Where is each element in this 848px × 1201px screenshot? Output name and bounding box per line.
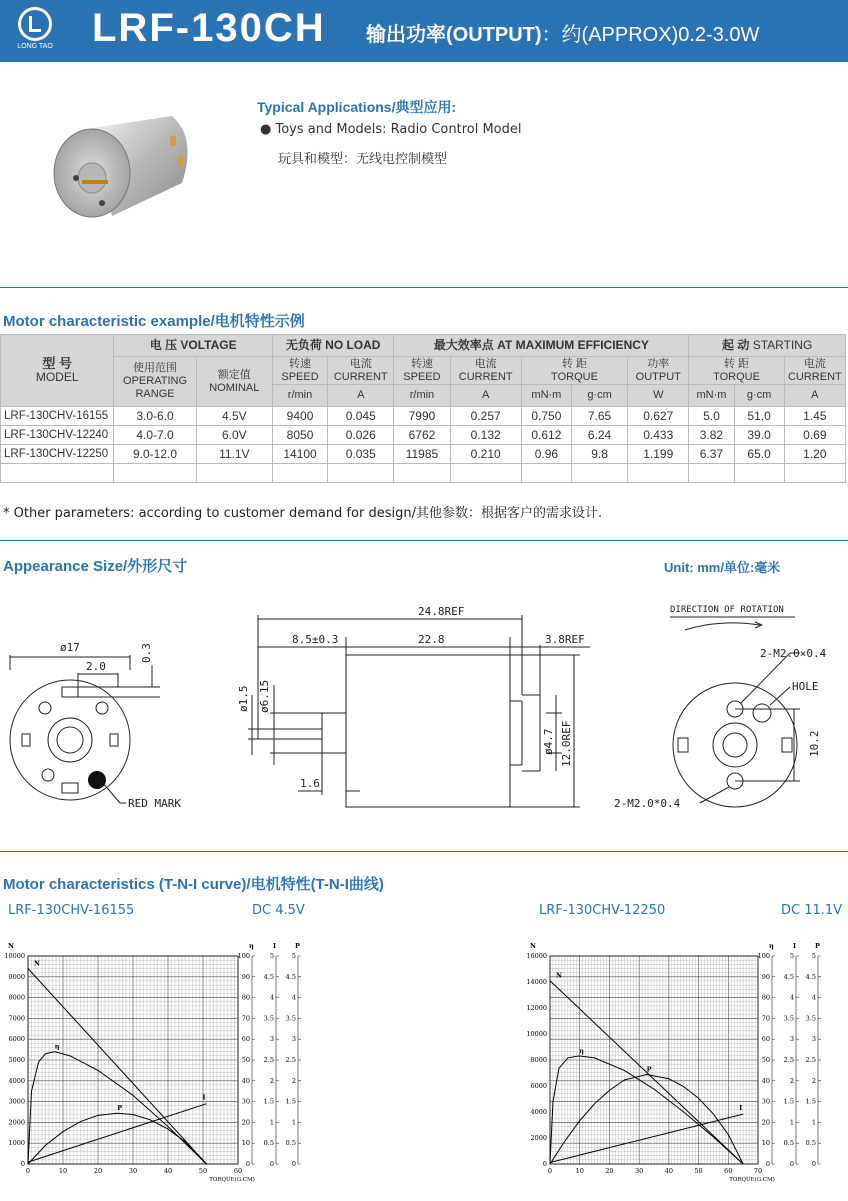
header-model: 型 号 MODEL [1, 335, 114, 407]
header-noload: 无负荷 NO LOAD [272, 335, 393, 357]
table-cell: 3.0-6.0 [114, 407, 196, 426]
right-chart-voltage: DC 11.1V [781, 903, 843, 918]
table-cell [571, 464, 627, 483]
secondary-tick-label: 4 [789, 993, 794, 1002]
table-cell: 9.8 [571, 445, 627, 464]
y-tick-label: 5000 [8, 1056, 25, 1064]
axis-letter-n: N [530, 942, 536, 950]
table-cell: 0.627 [628, 407, 689, 426]
x-tick-label: 0 [547, 1167, 553, 1175]
table-cell [196, 464, 272, 483]
y-tick-label: 2000 [8, 1118, 25, 1127]
secondary-tick-label: 5 [291, 952, 296, 960]
secondary-tick-label: 80 [761, 993, 770, 1002]
series-label: η [579, 1046, 584, 1055]
output-value: ：约(APPROX)0.2-3.0W [541, 24, 760, 46]
table-cell: 0.210 [450, 445, 521, 464]
table-cell [450, 464, 521, 483]
secondary-tick-label: 5 [269, 952, 274, 960]
secondary-tick-label: 0.5 [783, 1139, 794, 1148]
secondary-tick-label: 2.5 [805, 1056, 816, 1064]
y-tick-label: 3000 [8, 1097, 25, 1106]
table-row [1, 445, 846, 464]
page-title: LRF-130CH [92, 6, 326, 50]
appearance-section-title: Appearance Size/外形尺寸 [3, 558, 188, 575]
header-bar [0, 0, 848, 62]
unit-cell: A [450, 385, 521, 407]
axis-letter: η [769, 942, 774, 950]
dim-2-0: 2.0 [86, 660, 106, 673]
table-cell: 4.5V [196, 407, 272, 426]
secondary-tick-label: 1.5 [263, 1097, 274, 1106]
secondary-tick-label: 2.5 [263, 1056, 274, 1064]
x-tick-label: 40 [163, 1167, 173, 1175]
x-tick-label: 10 [575, 1167, 584, 1175]
header-nominal: 额定值 NOMINAL [196, 357, 272, 407]
secondary-tick-label: 30 [241, 1097, 250, 1106]
header-start-current: 电流 CURRENT [784, 357, 845, 385]
header-range: 使用范围 OPERATING RANGE [114, 357, 196, 407]
secondary-tick-label: 4.5 [783, 972, 794, 981]
secondary-tick-label: 2 [291, 1076, 296, 1085]
series-label: η [54, 1042, 60, 1051]
dimension-drawings [0, 595, 848, 845]
x-tick-label: 30 [128, 1167, 138, 1175]
unit-cell: A [328, 385, 394, 407]
secondary-tick-label: 2 [811, 1076, 816, 1085]
table-cell: 0.035 [328, 445, 394, 464]
y-tick-label: 0 [542, 1160, 547, 1168]
unit-cell: W [628, 385, 689, 407]
table-cell: 0.750 [521, 407, 571, 426]
table-cell: 11.1V [196, 445, 272, 464]
y-tick-label: 1000 [8, 1139, 25, 1148]
table-cell: 11985 [394, 445, 450, 464]
secondary-tick-label: 3 [789, 1035, 794, 1044]
table-cell: 39.0 [734, 426, 784, 445]
secondary-tick-label: 0.5 [285, 1139, 296, 1148]
axis-letter: I [273, 942, 277, 950]
table-row [1, 426, 846, 445]
x-tick-label: 20 [93, 1167, 103, 1175]
dim-10-2: 10.2 [808, 730, 821, 757]
table-cell: 1.20 [784, 445, 845, 464]
secondary-tick-label: 5 [789, 952, 794, 960]
header-eff-current: 电流 CURRENT [450, 357, 521, 385]
secondary-tick-label: 20 [761, 1118, 770, 1127]
table-row [1, 464, 846, 483]
unit-label: Unit: mm/单位:毫米 [664, 560, 781, 575]
left-chart-voltage: DC 4.5V [252, 903, 305, 918]
secondary-tick-label: 1.5 [805, 1097, 816, 1106]
output-label: 输出功率(OUTPUT) [366, 24, 542, 46]
x-tick-label: 50 [198, 1167, 208, 1175]
secondary-tick-label: 2 [269, 1076, 274, 1085]
table-cell [734, 464, 784, 483]
header-eff-speed: 转速 SPEED [394, 357, 450, 385]
secondary-tick-label: 30 [761, 1097, 770, 1106]
unit-cell: g·cm [734, 385, 784, 407]
table-cell: LRF-130CHV-12250 [1, 445, 114, 464]
y-tick-label: 2000 [530, 1134, 547, 1142]
unit-cell: mN·m [689, 385, 734, 407]
table-cell: 1.45 [784, 407, 845, 426]
table-cell: 1.199 [628, 445, 689, 464]
table-cell [689, 464, 734, 483]
y-tick-label: 6000 [8, 1035, 25, 1044]
table-cell: 0.433 [628, 426, 689, 445]
table-cell [272, 464, 327, 483]
series-label: I [739, 1104, 743, 1113]
company-logo [6, 5, 64, 57]
secondary-tick-label: 80 [241, 993, 250, 1002]
secondary-tick-label: 100 [757, 952, 770, 960]
header-start-torque: 转 距 TORQUE [689, 357, 784, 385]
table-cell: 0.045 [328, 407, 394, 426]
header-eff-output: 功率 OUTPUT [628, 357, 689, 385]
secondary-tick-label: 0.5 [805, 1139, 816, 1148]
table-cell [521, 464, 571, 483]
dim-hole: HOLE [792, 680, 819, 693]
table-cell: LRF-130CHV-12240 [1, 426, 114, 445]
output-rating [366, 18, 759, 47]
unit-cell: A [784, 385, 845, 407]
secondary-tick-label: 3 [291, 1035, 296, 1044]
secondary-tick-label: 1.5 [285, 1097, 296, 1106]
y-tick-label: 10000 [526, 1030, 547, 1038]
series-label: P [117, 1104, 123, 1113]
dim-phi17: ø17 [60, 641, 80, 654]
unit-cell: r/min [394, 385, 450, 407]
dim-phi6-15: ø6.15 [258, 679, 271, 713]
header-eff-torque: 转 距 TORQUE [521, 357, 627, 385]
motor-photo [52, 108, 202, 238]
table-cell: 6.37 [689, 445, 734, 464]
header-voltage: 电 压 VOLTAGE [114, 335, 273, 357]
secondary-tick-label: 4.5 [805, 972, 816, 981]
secondary-tick-label: 0 [291, 1160, 296, 1168]
y-tick-label: 8000 [530, 1056, 547, 1064]
x-tick-label: 60 [233, 1167, 243, 1175]
characteristic-section-title: Motor characteristic example/电机特性示例 [3, 313, 305, 330]
table-cell: 6762 [394, 426, 450, 445]
secondary-tick-label: 100 [237, 952, 250, 960]
y-tick-label: 4000 [530, 1108, 547, 1116]
table-cell: 0.026 [328, 426, 394, 445]
secondary-tick-label: 90 [241, 972, 250, 981]
secondary-tick-label: 50 [241, 1056, 250, 1064]
y-tick-label: 4000 [8, 1076, 25, 1085]
secondary-tick-label: 70 [241, 1014, 250, 1023]
secondary-tick-label: 3.5 [285, 1014, 296, 1023]
dim-rotation: DIRECTION OF ROTATION [670, 605, 784, 615]
divider [0, 851, 848, 852]
secondary-tick-label: 60 [761, 1035, 770, 1044]
secondary-tick-label: 70 [761, 1014, 770, 1023]
axis-letter: P [815, 942, 820, 950]
series-line-p [550, 1075, 743, 1164]
y-tick-label: 14000 [526, 978, 547, 986]
secondary-tick-label: 3.5 [805, 1014, 816, 1023]
logo-text: LONG TAO [17, 43, 53, 50]
secondary-tick-label: 2 [789, 1076, 794, 1085]
red-mark-dot [88, 771, 106, 789]
header-noload-speed: 转速 SPEED [272, 357, 327, 385]
secondary-tick-label: 60 [241, 1035, 250, 1044]
table-cell [628, 464, 689, 483]
dim-3-8: 3.8REF [545, 633, 585, 646]
x-tick-label: 10 [58, 1167, 68, 1175]
axis-letter-n: N [8, 942, 14, 950]
secondary-tick-label: 50 [761, 1056, 770, 1064]
applications-title: Typical Applications/典型应用: [257, 99, 457, 115]
secondary-tick-label: 2.5 [783, 1056, 794, 1064]
table-cell: 0.612 [521, 426, 571, 445]
unit-cell: mN·m [521, 385, 571, 407]
secondary-tick-label: 2.5 [285, 1056, 296, 1064]
dim-1-6: 1.6 [300, 777, 320, 790]
secondary-tick-label: 20 [241, 1118, 250, 1127]
secondary-tick-label: 1 [269, 1118, 274, 1127]
dim-m2-bottom: 2-M2.0*0.4 [614, 797, 681, 810]
table-cell: 0.96 [521, 445, 571, 464]
dim-24-8: 24.8REF [418, 605, 465, 618]
secondary-tick-label: 0 [765, 1160, 770, 1168]
secondary-tick-label: 5 [811, 952, 816, 960]
dim-m2-top: 2-M2.0×0.4 [760, 647, 827, 660]
x-tick-label: 20 [605, 1167, 614, 1175]
axis-letter: η [249, 942, 254, 950]
table-cell: LRF-130CHV-16155 [1, 407, 114, 426]
dim-8-5: 8.5±0.3 [292, 633, 339, 646]
y-tick-label: 0 [20, 1160, 25, 1168]
secondary-tick-label: 4 [811, 993, 816, 1002]
table-cell: 14100 [272, 445, 327, 464]
table-cell [328, 464, 394, 483]
dim-phi1-5: ø1.5 [237, 685, 250, 712]
y-tick-label: 8000 [8, 993, 25, 1002]
table-cell: 6.24 [571, 426, 627, 445]
tni-chart-right [522, 938, 848, 1194]
series-label: P [646, 1065, 652, 1074]
table-cell: 6.0V [196, 426, 272, 445]
divider [0, 540, 848, 541]
other-parameters-note: * Other parameters: according to customer demand for design/其他参数：根据客户的需求设计. [3, 506, 603, 521]
table-cell [1, 464, 114, 483]
series-label: I [202, 1093, 206, 1102]
table-cell: 9.0-12.0 [114, 445, 196, 464]
y-tick-label: 7000 [8, 1014, 25, 1023]
header-max-efficiency: 最大效率点 AT MAXIMUM EFFICIENCY [394, 335, 689, 357]
secondary-tick-label: 40 [241, 1076, 250, 1085]
secondary-tick-label: 1.5 [783, 1097, 794, 1106]
secondary-tick-label: 0 [811, 1160, 816, 1168]
secondary-tick-label: 0 [245, 1160, 250, 1168]
table-cell: 0.69 [784, 426, 845, 445]
y-tick-label: 12000 [526, 1004, 547, 1012]
y-tick-label: 6000 [530, 1082, 547, 1090]
dim-22-8: 22.8 [418, 633, 445, 646]
application-item-en: ● Toys and Models: Radio Control Model [260, 122, 522, 137]
x-tick-label: 60 [724, 1167, 733, 1175]
table-cell: 7.65 [571, 407, 627, 426]
spec-table [0, 334, 846, 483]
x-tick-label: 0 [25, 1167, 31, 1175]
x-tick-label: 30 [635, 1167, 644, 1175]
secondary-tick-label: 3.5 [783, 1014, 794, 1023]
left-chart-model: LRF-130CHV-16155 [8, 903, 135, 918]
secondary-tick-label: 1 [789, 1118, 794, 1127]
secondary-tick-label: 3 [269, 1035, 274, 1044]
table-cell [114, 464, 196, 483]
table-cell: 9400 [272, 407, 327, 426]
table-cell: 0.257 [450, 407, 521, 426]
axis-letter: I [793, 942, 797, 950]
tni-chart-left [0, 938, 330, 1194]
y-tick-label: 9000 [8, 972, 25, 981]
secondary-tick-label: 4.5 [285, 972, 296, 981]
unit-cell: r/min [272, 385, 327, 407]
table-cell: 0.132 [450, 426, 521, 445]
x-tick-label: 50 [694, 1167, 703, 1175]
secondary-tick-label: 4.5 [263, 972, 274, 981]
x-axis-label: TORQUE(G.CM) [209, 1177, 255, 1183]
dim-phi4-7: ø4.7 [542, 728, 555, 755]
axis-letter: P [295, 942, 300, 950]
dim-0-3: 0.3 [140, 643, 153, 663]
x-tick-label: 40 [664, 1167, 673, 1175]
table-cell: 3.82 [689, 426, 734, 445]
secondary-tick-label: 3.5 [263, 1014, 274, 1023]
x-axis-label: TORQUE(G.CM) [729, 1177, 775, 1183]
header-starting: 起 动 STARTING [689, 335, 846, 357]
series-line-i [28, 1104, 207, 1162]
secondary-tick-label: 0 [269, 1160, 274, 1168]
unit-cell: g·cm [571, 385, 627, 407]
secondary-tick-label: 3 [811, 1035, 816, 1044]
dim-12-0: 12.0REF [560, 720, 573, 767]
secondary-tick-label: 1 [291, 1118, 296, 1127]
secondary-tick-label: 4 [269, 993, 274, 1002]
secondary-tick-label: 90 [761, 972, 770, 981]
secondary-tick-label: 10 [761, 1139, 770, 1148]
secondary-tick-label: 4 [291, 993, 296, 1002]
secondary-tick-label: 0 [789, 1160, 794, 1168]
dim-red-mark: RED MARK [128, 797, 181, 810]
curves-section-title: Motor characteristics (T-N-I curve)/电机特性(T-N-I曲线) [3, 876, 384, 893]
secondary-tick-label: 0.5 [263, 1139, 274, 1148]
table-cell [394, 464, 450, 483]
table-cell: 65.0 [734, 445, 784, 464]
divider [0, 287, 848, 288]
y-tick-label: 16000 [526, 952, 547, 960]
table-cell: 8050 [272, 426, 327, 445]
series-label: N [556, 971, 562, 980]
secondary-tick-label: 40 [761, 1076, 770, 1085]
y-tick-label: 10000 [4, 952, 25, 960]
table-row [1, 407, 846, 426]
table-cell: 51.0 [734, 407, 784, 426]
header-noload-current: 电流 CURRENT [328, 357, 394, 385]
right-chart-model: LRF-130CHV-12250 [539, 903, 666, 918]
secondary-tick-label: 10 [241, 1139, 250, 1148]
table-cell: 7990 [394, 407, 450, 426]
series-label: N [34, 959, 40, 968]
application-item-cn: 玩具和模型：无线电控制模型 [278, 152, 448, 167]
secondary-tick-label: 1 [811, 1118, 816, 1127]
x-tick-label: 70 [753, 1167, 763, 1175]
table-cell [784, 464, 845, 483]
table-cell: 5.0 [689, 407, 734, 426]
table-cell: 4.0-7.0 [114, 426, 196, 445]
